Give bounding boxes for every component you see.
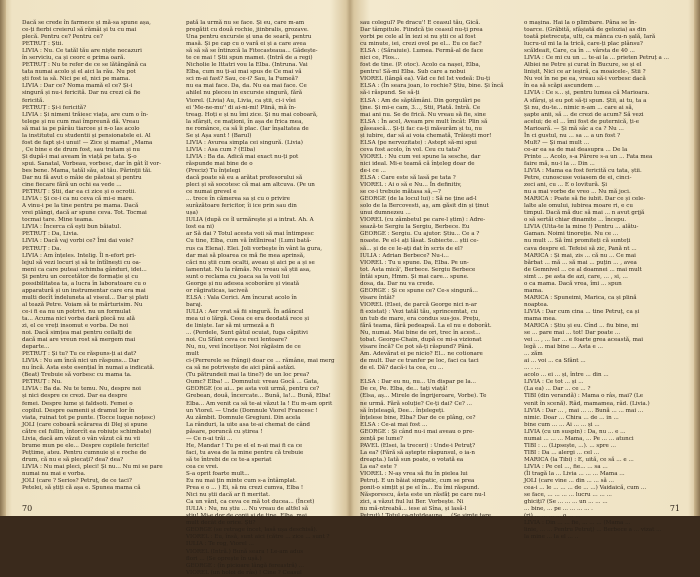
right-page [360,6,680,541]
right-book-edge [694,0,700,516]
left-page-column-1: Dacă se crede în farmece și mă-sa spune așa, ce-ți fierbi creierul să rămâi și tu cu mai plecă. Pentru ce? Pentru ce? PETRUȚ : Știi. LIVIA : Nu. Ce tatăl tău are niște necazuri în serviciu, ca și ceorc e prima oară. PETRUȚ : Nu te refer de ce se lătăngănă ca tata numai acolo și el aici la rău. Nu pot ști fost ia să. Nici pe el, nici pe mama. LIVIA : Dar ce? Noma mamă el ce? Și-i singură și nu-i fericită. Dar nu crezi că fie fericită. PETRUȚ : Și-i fericită? LIVIA : Și nimeni trăiesc viața, are cum o în- telege și nu cum mai împreună dă. Vreau să mai ia pe pârâu tiarcee și n-o las acolo la institutul cu studentii și pensionatele ei. Al fost de fapt și-i unui! — Zice și mama! „Mama , Ce bine e de drum fost, sau tratam și nu Și după-i mai aveam în viață pe tata. Ș-o spui. Sanatal, Vorbeau, vorbesc, dar în gât îl vor- bes bene. Mama, tatăl său, al tău. Părinții tăi. Dar nu fă avut o mâie de păstoai și pentru cine fiecare fără un ochi ea vede ... PETRUȚ : Știi, dar ea ci zice și o ocrotii. LIVIA : Și ce-i ca nu ceva că mi-e mare. A vinu-i pe la tine pentru pe mama. Dacă vrei plângi, dacă ar spune ceva. Tot. Tocmai tocmai tare. Mine teama. LIVIA : Încerca că ești bun băiatul. PETRUȚ : Da, Livia. LIVIA : Dacă vaj vorbi ce? Îmi dai voie? PETRUȚ : Da. LIVIA : Am înțeles. Intelig. Îl n-efort pri- lejul să vezi locuri și să te întîlnești cu oa- meni ca care puteai schimba gânduri, idei... Și pentru un cercetător de formație și cu possibilitatea ta, a lucra în laboratoare cu o apparatură și un instrumentar care era mai multi decît îndeluneta al viseul... Dar și plati al tează Petre. Voiam să te mărturisim. Nu ce-i fi ea nu un potrivt. nu un formulat ta... Acuma nici vorba dară plecă nu ală zi, el ce vreți insomut e vorba. De noi noi. Dacă simțea mai pentru ceilalți de dacă mai are vreun rost să mergem mai departe... PETRUȚ : Și tu? Tu ce răspuns-ți ai dat? LIVIA : Nu am încă nici un răspuns... Dar nu încă. Asta este esențial în numai a indicată. (Beat) Trebuie să vorbesc cu mama ta. PETRUȚ : Nu. LIVIA : Ba da. Nu te temu. Nu, despre noi și nici despre ce crezi. Dar ea despre femei. Despre lume și faldsoti. Femei o copilul. Despre oamenii și dramul lor în viata, ruinat tot pe punte. (Tocce luque noțesc) JOLI (care coboară scărarea di Dlej și spune către cel fullin, întorcît ea robiuțe schimbate) Livia, dacă am văzut o vân văzut că nu vii brume mun pe ele... Despre copilele fericite! Pețtime, ateu. Pentru cumnuie și e roche de drum, că nu e să plecați? dea? dea? LIVIA : Nu mai pleci, pleci! Și nu... Nu mi se pare numai nu mai e vorba. JOLI (care ? Serios? Petruț, de ce taci? Petelei, să știți că așa e. Spunea mama că [22,20,163,492]
left-page-number: 70 [22,504,33,513]
right-page-column-1: sau colegul? Pe dracu'! E ceasul tău, Gică. Dar tâmpitule. Fiindcă ție ceasul nu-ți prea vorbi pe cele al în iezi si nu știi ce al fost cu minute, iei, crezi ovol pe el... Eu ce fac? ELSA : (Săraiuie). Lumea. Fermă-al de face nici ce, Flos... fost de tine. (P. otoc). Acolo ca nașei, Elba, pentru! Să-mi Elba. Sub care a nobui VIOREL (lângă ea). Văd ce fel Ist vedeă: Du-ți ELSA : (În seara joan, lo rochie? Știu, bine. Și încă să-i răspund. Se să-ți ELSA : Am de săptămâni. Din gorgulâri pe ține. Și mi-e cam, 3..., Stii, Plată. Intră. Ce mai ani nu. Se de frică. Nu vreau să fie, sine ELSA : În acel, Aveam pre mult încât: Plin să găsească... Și-ți fac ca-ți măsurăm și tu, nu și iubire, dar să ai voia chemată, Trăiești mor! ELSA (pe nervozitate) : Astept să-mi spui ceva fost acolo, în vol. Ceu cu tata? VIOREL : Nu cum vei spune la sesche, dar nici ideal. Mi-e teamă că înțeleg doar de de-i ce ... ELSA : Care este să lasă pe tata ? VIOREL : Ai o să e Nu... În definitiv, se ce-i trebuie mătasa să,—? GEORGE (de la locul lui) : Să ne ține ad-l solo de la Bercovesti, aș, am găsit din și ținut unui dumnezeu ... VIOREL (cu zâmbetul pe care-l știm) : Adre- sează-te Sergiu la Sergiu, Berbece. Eu GEORGE : Sergiu. Cu ajutor. Știu... Ce a ? noaste. Pe el-i ați lăsat. Subiecte... știi ce- să... și de ce le-ați dat în scris de el? IULIA : Adrian Berbece? Nu-i... VIOREL : Tu u spune. Da, Elba. Pe un- tot. Asta mică', Berbece. Sergiu Berbece întâi spun, Hmm. Și mai care... spune. dosa, da. Dar nu va crede. GEORGE : Și ce spune ce? Ce-s singură... visare întâi? VIOREL (Elsei, de parcă George nici n-ar fi existat) : Vezi tatăl tău, sprincemtat, cu un tub de mare, era condus sus-jos. Prețu, fără teama, fără pedeapsă. La el nu e doborât. Nu, numai. Mai bine de ori, trec în acest... tobat. George-Chain, după ce mi-a vizionat visare încă? Ce pot să-ți răspund? Până. Am. Adevărat ei pe nicio? El... ne cotionare de mult. Dar ce tranfer pe loc, faci ca taci de el. Dă? dacă-i ta cea, cu ... ELSA : Dar eu nu, nu... Un dispar pe la... De ce, Pe. Elba, de... tați viață! (Elsa, aș... Mirele de îngrijeroare, Vorbe). Te ne urmă. Fără soluție? Ce-ți dai? Ce? ... să înțeleagă, Dee... înțelegeți. înțelese bine, Elba? Dar de ce plâng, ce? ELSA : Ce-ai mai fost ... GEORGE : Și când nu-i mai aveau o pre- zență pe lume? PAVEL (Elsei, la treceri) : Unde-i Petruț? La ea? (Fără să aștepte răspunsul, o ia-n dreapta.) Iată sun poate, o votată ea La ea? este ? VIOREL : N-aș vrea să fiu în pielea lui Petruț. E un băiat simpatic, cum se prea ponit-o simțit și pe el în... Eu îmi răspund. Năsporescu, ăsta este un răsfăț pe care nu-l zici, a văzut fiul lui Ber. Vorbește. Ni nu mă-ntreabă... iese ai Sîna, și lasă-l Petruț) ! Totul ca-ntotdeauna ... (Se simte tare, [360,20,504,520]
left-book-edge [0,0,6,516]
left-page [22,6,340,576]
right-page-column-2: o mașina. Hai la o plimbare. Pâna se în- toarce. (Grăbită, sfâșiată de gelozia) as din toată pietrecuța, ulti, ca mânca cu-n șală, Iară lucru-ul mi la la trică, care-ți plac plânsu? scăldeait, Care, ca în ... vârsta de 40 ... LIVIA : Ce mi cu un ... te-ai la ... prieten Petruț a ... Albiei ne Petre și curat în Bucure, se și el linișit, Nici ce ar ieșiră, ca moaicele-, Stii ? Nu voi în ne pe ea, vreau să-i vorbesc dacă în ea să scăpi ascundem ... LIVIA : Ce s... și, pentru lumea că Marioara. A sfârși, și eu pot să-ți spun. Știi, ai tu, ta a Și nu, du-te... nimic n-am ... care ai să, șapte anii, să ... de crezi de acum? Să vezi acelui; de el ... îmi fost de puternică, ți-e Marioară. — Și mă sâc a ca ? Nu ... În ci gustul, nu ... sa ... a un fost ? Mult? — Și mai mult ... ce-ar ea sa de mai deasupra ... De la Printe ... Acolo, s-a Părere s-a un ... Fata mea faire mă, nu-i la ... Din ... LIVIA : Mama ea fost fericită cu tata, știi. Petre, cunoscuse voiasem de ei, cinci- zeci ani, cu ... E o lovitură. Și nu a mai vorbe de vreo ... Nu mă joci. MARICA : Poate să fie iubit. Dar ce și cele- lalte ale omului, iubirea moare ri, e cu timpul. Dacă mă duc să mai ... n avut grijă o să sertăi chiar dinamite ... începu. LIVIA (Uita-te la mine !) Pentru ... alătu- Gaman. Noimi tinoreție. Nu ce ... nu mult ... Să îmi promiteți că sunteți cava despre el. Tefeisi să zic, Pană nt ... MARICA : Și mai, zis ... că nu ... Ce mai bărbat ... mă ... să mai ... puțin ... , avea de Gemnivel ... ce al doamnei ... mai mult simt ... pe asta de azi, care, ... , si, ... o ca mama. Dacă vrea, îmi ... spun mama. MARICA : Spuneimi, Marica, ca și plină noaptea. LIVIA : Dar cum cina ... tine Petruț, ca și mama mea. MARICA : Știu și eu. Cînd ... fiu bine, mi se ... pare mai ... tot! Dar poate ... vei ... , ... Iar ... e foarte grea această, mai legă ... mai bine ... Asta e ... ... zăm ai ... voi ... ca Sfânt ... ... . ... acolo ... ei ... și, între ... din ... LIVIA : Ce tot ... și ... (La ea) ... Dar ... ce ... ? TIBI (din verandă) : Mama o râs, mai? (Le venit în scenă). Râd, mamamea, râd. (Livia.) LIVIA : Dar ... , mai ... ... Bună ... ... mai ... nimic. Doar ... Chira ... de ... in ... bine cum ... ... Ai ... ... și ... LIVIA (cu un suspin) : Da, nu ... e ... numai ... ... ... Mama, ... Pe ... ... atunci TIBI : ... (Lipsește, ...). ... spre ... TIBI : Da ... alergi ... cel ... MARICA (la Tibi) : E, uită, ce să ... e ... LIVIA : Pe cel ..., fie... ... sa ... (Îl tragă la ... Livia ... ... ... Mama ... JOLI (care vine ... din ... ... să ... cea-i ... le ... ... ... de ... ...) Vaidaică, cum ... se face, ... ... ... ... lucru ... ... ... ghiciți? (Se ... ... ... un ... ... ... ... bine, ... pe ... ... ... ... . (ri) ... ... ... ... o ... ... LIVIA : Din ... ... fie, ... ... ... (Mama ... linie, ... ... Pentru Petruț) ... Berbece a ... vizat ... la mine ... la el ... .. [524,20,669,541]
left-page-column-2: pată la urmă nu se face. Și eu, care m-am pregătit cu două rochie, jiinbralis, grozave. Una pentru excursie și una de seară, pentru masă. Și pe cap cu o vară ei și a care avea să să să se întinzcă la Fitecasteaua... Gâdește- te ce mai ! Știi spun mamei. (Intră de a regi) Nicholie le Ittatri vou la Elba. (Intruna. Vai Elba, cum nu ți-ai mai spus de Ce mai vă sci m-ai fast? Sau, ce-i? Sau, la Fumeă? nu ea mai face. Da, da. Nu ea mai face. Ce ahilel nu pleceu in excursie singură, fără Viorel. (Livia) Au, Livia, ca știi, ci-i vîei ei 'Me-ne-mu'' di ai-ni-mi! Plină, mă în- treag. Hoți e și nu îmi zice. Și nu mai coboară, la sfârșit, ce maționi, în așa de frica mea, ne românce, ca să îi plac. (Iar înșaltatea de Se și Așa sunt ! (Barul) LIVIA : Avurea simpla cei singură. (Livia) LIVIA : Asa cum ? (Elba) LIVIA : Ba da. Adică mai exact nu-ți pot răspunde mai bine de o (Preciz) Tu înțelegi dacă poate să eu a arătat profesorului să pleci și să socotesc că mai am altcuva. (Pe un ce numai grevel e ... trece în cămerea sa și cu o privire surâzătoare fericitor, îi ice prin sau din ușa) IULIA (după ce îl urmărește și a intrat. Ah. A lost ea ni) ar Să dai ? Totul acesta voii să mai întimpesc Cu tine, Elba, cum vă întîlnirea! (Lumi bată- rus ca Elena). Elei. Joli vorbește în vânt la gura, dar mai să ploarea ce mă fie mea aprinsă, căci nu știi cum ocalti, aveau și aici pe a și se lamentat. Nu la rămăs. Nu vreau să știi asa, sunt o reclama cu joaca sa la voii lui George și nu adesea scoborâre și vieată or răgiraticas, iaciveă ELSA : Vala Cerici. Am încurat acolo în baraj. IULIA : Aer vrat să fii singură. În adăncul mea ui o lărgă. Ceea ce era deodată rece și de liniște. Iar să mi urmeză a fi ... (Perdele, Sunt gâtul ocuiat, fuga căpitivi noi. Cu Sfânt ceva ce reci lentoare? Nu, nu, vrei încetișor. Noi răgăsim de ce mult ci-(Perrerele se frăngi) doar ce ... rămâne, mai merg ca să ne potrivește de aici până astăzi. (Tu pătrundeii mai la tine?) de un loc prea? Oumc? Elba! ... Domnului: vreau Gocă ... Gata, GEORGE (ce ai... pe asta voii urmă, pentru ce? Grebean, două, încercate... Bună, la!... Bună, Elba! Elba... Am venit ca să te-ai văzut la ! Eu m-am oprit un Viorel. — Unde (Domnule Viorel Francesc ! Au zămbit. Domnule Gregiuni. Din acela La rânduri, la uite asa te-ai chemat de când păsare, poruncă cu știrea ! — Ce n-ai trăi ... He, Mandar ! Tu pe el el n-ai mai fi ca ce faci, tu avea de la mine pentru că trebuie să te întrebi de ce te-a speriat cea ce vrei. S-a oprit foarte mult... Eu nu mai țin minte cum s-a întâmplat. Prea e o ... ) Ei, să nu crezi cumva, Elba ! Nici nu știi dacă ar fi meritat. Ca un vânt, ca ceva ce mă tot ducea... (Încet) IULIA : Nu, nu știu ... Nu vreau de altfel să știu! Mi-e dor de copii și de tine, Elba, mai mult decât de orice. Ști? GEORGE (se retrage încet, lasă ușa deschisă). VIOREL : Eu, însă, sunt aici (către ... zice ... sunt ? IULIA : Te rog, Viorel ... VIOREL (Intră.) Bună seara ! Le-am adus flori ... (Se oprește în ușă.) GEORGE : (în picioare lângă fereastră) ... VIOREL (un holoi de râs) ! Cine ? Ceasul [186,20,335,576]
right-page-number: 71 [669,504,680,513]
